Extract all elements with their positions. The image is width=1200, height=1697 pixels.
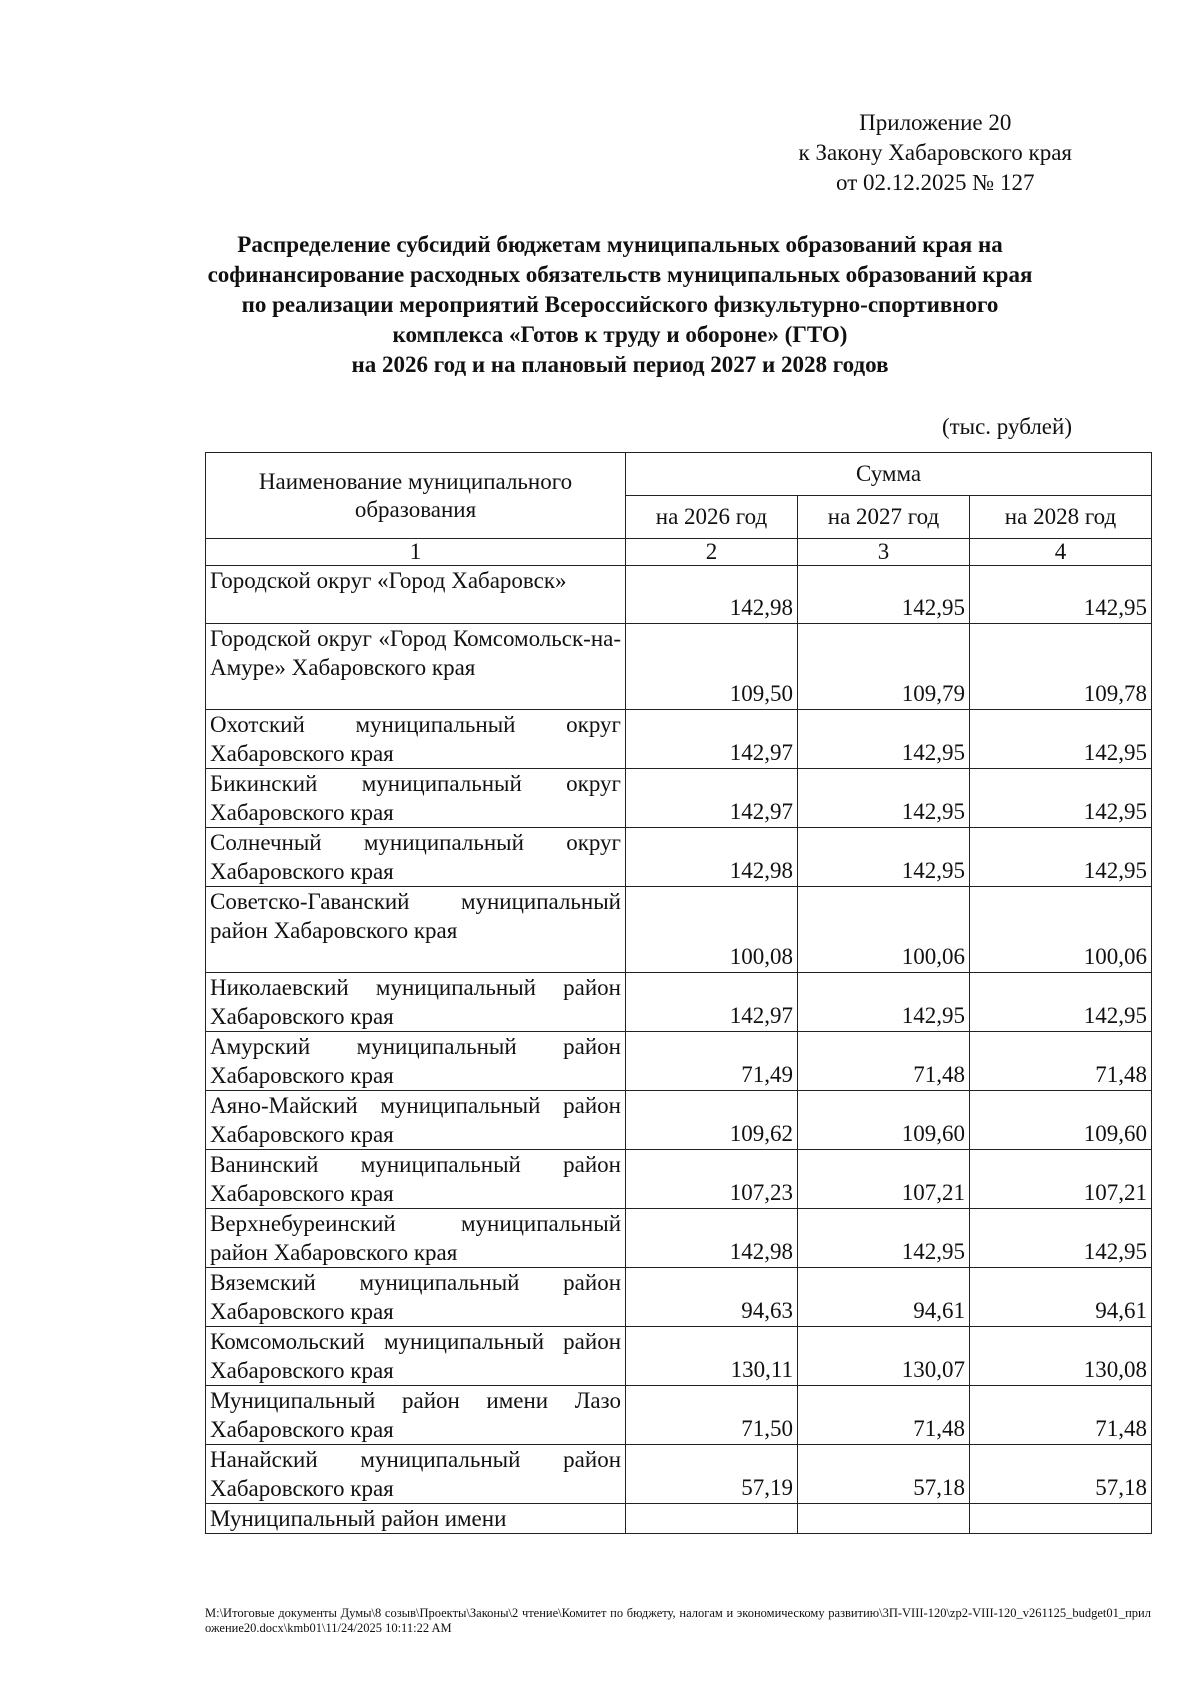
value-2027: 142,95 [798, 566, 970, 624]
municipality-name: Амурский муниципальный район Хабаровского края [206, 1032, 626, 1091]
value-2027: 130,07 [798, 1327, 970, 1386]
value-2026: 94,63 [626, 1268, 798, 1327]
value-2027: 142,95 [798, 710, 970, 769]
value-2026: 57,19 [626, 1445, 798, 1504]
value-2026: 71,50 [626, 1386, 798, 1445]
value-2026: 142,97 [626, 710, 798, 769]
value-2028: 142,95 [970, 710, 1152, 769]
municipality-name: Охотский муниципальный округ Хабаровского края [206, 710, 626, 769]
column-number: 3 [798, 539, 970, 566]
municipality-name: Аяно-Майский муниципальный район Хабаровского края [206, 1091, 626, 1150]
value-2028: 94,61 [970, 1268, 1152, 1327]
value-2026: 107,23 [626, 1150, 798, 1209]
value-2028: 142,95 [970, 973, 1152, 1032]
column-number: 4 [970, 539, 1152, 566]
value-2028 [970, 1504, 1152, 1534]
title-line-2: софинансирование расходных обязательств муниципальных образований края [207, 262, 1033, 287]
value-2026: 142,97 [626, 973, 798, 1032]
value-2027: 71,48 [798, 1386, 970, 1445]
municipality-name: Комсомольский муниципальный район Хабаровского края [206, 1327, 626, 1386]
header-sum: Сумма [626, 453, 1152, 496]
table-row [206, 1327, 1152, 1386]
header-year-2028: на 2028 год [970, 496, 1152, 539]
table-row [206, 887, 1152, 973]
appendix-date: от 02.12.2025 № 127 [836, 170, 1035, 195]
table-row [206, 1504, 1152, 1534]
municipality-name: Муниципальный район имени [206, 1504, 626, 1534]
value-2028: 130,08 [970, 1327, 1152, 1386]
value-2027 [798, 1504, 970, 1534]
table-row [206, 624, 1152, 710]
column-number: 1 [206, 539, 626, 566]
value-2028: 109,60 [970, 1091, 1152, 1150]
value-2027: 100,06 [798, 887, 970, 973]
header-municipality: Наименование муниципального образования [206, 453, 626, 539]
appendix-law: к Закону Хабаровского края [798, 140, 1072, 165]
header-year-2026: на 2026 год [626, 496, 798, 539]
table-row [206, 1445, 1152, 1504]
table-row [206, 828, 1152, 887]
column-number: 2 [626, 539, 798, 566]
value-2028: 100,06 [970, 887, 1152, 973]
municipality-name: Ванинский муниципальный район Хабаровского края [206, 1150, 626, 1209]
value-2026: 142,97 [626, 769, 798, 828]
table-row [206, 1268, 1152, 1327]
value-2027: 94,61 [798, 1268, 970, 1327]
document-title [190, 230, 1050, 380]
table-row [206, 566, 1152, 624]
file-path-footer: М:\Итоговые документы Думы\8 созыв\Проекты\Законы\2 чтение\Комитет по бюджету, налогам и экономическому развитию\3П-VIII-120\zp2-VIII-120_v261125_budget01_приложение20.docx\kmb01\11/24/2025 10:11:22 AM [205, 1606, 1151, 1635]
title-line-5: на 2026 год и на плановый период 2027 и 2028 годов [351, 352, 889, 377]
title-line-1: Распределение субсидий бюджетам муниципальных образований края на [237, 232, 1003, 257]
units-label: (тыс. рублей) [941, 414, 1072, 439]
title-line-3: по реализации мероприятий Всероссийского физкультурно-спортивного [241, 292, 999, 317]
value-2026: 109,50 [626, 624, 798, 710]
title-line-4: комплекса «Готов к труду и обороне» (ГТО) [392, 322, 848, 347]
appendix-number: Приложение 20 [859, 110, 1012, 135]
municipality-name: Городской округ «Город Хабаровск» [206, 566, 626, 624]
table-row [206, 1032, 1152, 1091]
value-2028: 142,95 [970, 769, 1152, 828]
table-row [206, 710, 1152, 769]
appendix-header [799, 108, 1072, 198]
table-row [206, 1091, 1152, 1150]
municipality-name: Бикинский муниципальный округ Хабаровского края [206, 769, 626, 828]
table-row [206, 769, 1152, 828]
municipality-name: Советско-Гаванский муниципальный район Хабаровского края [206, 887, 626, 973]
value-2026 [626, 1504, 798, 1534]
value-2026: 142,98 [626, 828, 798, 887]
municipality-name: Вяземский муниципальный район Хабаровского края [206, 1268, 626, 1327]
municipality-name: Городской округ «Город Комсомольск-на-Амуре» Хабаровского края [206, 624, 626, 710]
municipality-name: Нанайский муниципальный район Хабаровского края [206, 1445, 626, 1504]
value-2027: 142,95 [798, 973, 970, 1032]
value-2028: 142,95 [970, 828, 1152, 887]
value-2028: 57,18 [970, 1445, 1152, 1504]
table-row [206, 1150, 1152, 1209]
value-2026: 100,08 [626, 887, 798, 973]
value-2027: 109,79 [798, 624, 970, 710]
value-2028: 107,21 [970, 1150, 1152, 1209]
value-2027: 57,18 [798, 1445, 970, 1504]
value-2027: 142,95 [798, 828, 970, 887]
value-2027: 71,48 [798, 1032, 970, 1091]
value-2028: 71,48 [970, 1032, 1152, 1091]
table-row [206, 1209, 1152, 1268]
value-2027: 109,60 [798, 1091, 970, 1150]
value-2026: 71,49 [626, 1032, 798, 1091]
value-2028: 142,95 [970, 1209, 1152, 1268]
subsidy-table [205, 452, 1152, 1534]
value-2028: 71,48 [970, 1386, 1152, 1445]
municipality-name: Муниципальный район имени Лазо Хабаровского края [206, 1386, 626, 1445]
table-row [206, 973, 1152, 1032]
municipality-name: Николаевский муниципальный район Хабаровского края [206, 973, 626, 1032]
header-year-2027: на 2027 год [798, 496, 970, 539]
value-2026: 142,98 [626, 1209, 798, 1268]
value-2026: 142,98 [626, 566, 798, 624]
value-2028: 109,78 [970, 624, 1152, 710]
table-row [206, 1386, 1152, 1445]
municipality-name: Солнечный муниципальный округ Хабаровского края [206, 828, 626, 887]
value-2027: 142,95 [798, 769, 970, 828]
value-2026: 130,11 [626, 1327, 798, 1386]
value-2027: 107,21 [798, 1150, 970, 1209]
value-2026: 109,62 [626, 1091, 798, 1150]
value-2027: 142,95 [798, 1209, 970, 1268]
municipality-name: Верхнебуреинский муниципальный район Хабаровского края [206, 1209, 626, 1268]
value-2028: 142,95 [970, 566, 1152, 624]
